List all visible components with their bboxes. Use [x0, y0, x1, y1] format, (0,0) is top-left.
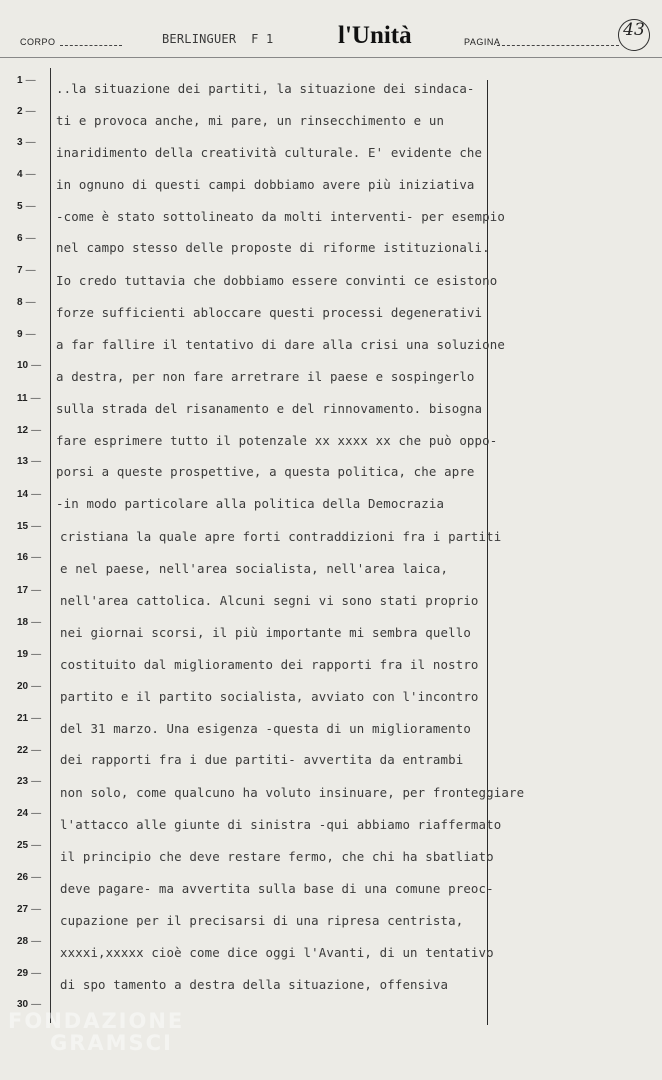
watermark-line-1: FONDAZIONE: [8, 1009, 185, 1033]
typed-line: deve pagare- ma avvertita sulla base di una comune preoc-: [60, 881, 494, 896]
unita-logo: l'Unità: [338, 22, 412, 49]
line-number: 27 —: [17, 904, 42, 915]
typed-line: a destra, per non fare arretrare il paese e sospingerlo: [56, 369, 475, 384]
line-number: 9 —: [17, 329, 36, 340]
typed-line: -in modo particolare alla politica della Democrazia: [56, 496, 445, 511]
line-number: 30 —: [17, 999, 42, 1010]
typed-line: Io credo tuttavia che dobbiamo essere convinti ce esistono: [56, 273, 498, 288]
line-number: 8 —: [17, 297, 36, 308]
page-number: 43: [623, 20, 645, 40]
typed-line: nei giornai scorsi, il più importante mi sembra quello: [60, 625, 471, 640]
line-number: 15 —: [17, 521, 42, 532]
typed-line: porsi a queste prospettive, a questa politica, che apre: [56, 464, 475, 479]
typed-line: di spo tamento a destra della situazione, offensiva: [60, 977, 449, 992]
typed-line: l'attacco alle giunte di sinistra -qui abbiamo riaffermato: [60, 817, 502, 832]
typed-line: xxxxi,xxxxx cioè come dice oggi l'Avanti, di un tentativo: [60, 945, 494, 960]
line-number: 10 —: [17, 360, 42, 371]
line-number: 5 —: [17, 201, 36, 212]
line-number: 24 —: [17, 808, 42, 819]
typed-line: fare esprimere tutto il potenzale xx xxxx xx che può oppo-: [56, 433, 498, 448]
typed-line: non solo, come qualcuno ha voluto insinuare, per fronteggiare: [60, 785, 525, 800]
corpo-field-line: [60, 45, 122, 46]
line-number: 14 —: [17, 489, 42, 500]
typed-line: a far fallire il tentativo di dare alla crisi una soluzione: [56, 337, 505, 352]
typed-line: costituito dal miglioramento dei rapporti fra il nostro: [60, 657, 479, 672]
line-number: 25 —: [17, 840, 42, 851]
typed-line: sulla strada del risanamento e del rinnovamento. bisogna: [56, 401, 483, 416]
typed-line: dei rapporti fra i due partiti- avvertita da entrambi: [60, 752, 464, 767]
typed-line: e nel paese, nell'area socialista, nell'area laica,: [60, 561, 449, 576]
typed-line: -come è stato sottolineato da molti interventi- per esempio: [56, 209, 505, 224]
typed-line: nell'area cattolica. Alcuni segni vi sono stati proprio: [60, 593, 479, 608]
line-number: 4 —: [17, 169, 36, 180]
line-number: 3 —: [17, 137, 36, 148]
line-number: 26 —: [17, 872, 42, 883]
pagina-field-line: [497, 45, 619, 46]
line-number: 11 —: [17, 393, 41, 404]
line-number: 28 —: [17, 936, 42, 947]
line-number: 2 —: [17, 106, 36, 117]
typed-line: nel campo stesso delle proposte di riforme istituzionali.: [56, 240, 490, 255]
typed-line: partito e il partito socialista, avviato con l'incontro: [60, 689, 479, 704]
line-number: 29 —: [17, 968, 42, 979]
pagina-label: PAGINA: [464, 37, 501, 47]
line-number: 17 —: [17, 585, 42, 596]
line-number: 22 —: [17, 745, 42, 756]
line-number: 12 —: [17, 425, 42, 436]
line-number: 20 —: [17, 681, 42, 692]
typed-line: del 31 marzo. Una esigenza -questa di un miglioramento: [60, 721, 471, 736]
header-rule: [0, 57, 662, 58]
fondazione-gramsci-watermark: [8, 1010, 184, 1054]
typed-line: forze sufficienti abloccare questi processi degenerativi: [56, 305, 483, 320]
line-number: 7 —: [17, 265, 36, 276]
left-margin-rule: [50, 68, 51, 1023]
corpo-label: CORPO: [20, 37, 56, 47]
line-number: 13 —: [17, 456, 42, 467]
line-number: 23 —: [17, 776, 42, 787]
line-number: 21 —: [17, 713, 42, 724]
typed-line: inaridimento della creatività culturale. E' evidente che: [56, 145, 483, 160]
typed-line: cristiana la quale apre forti contraddizioni fra i partiti: [60, 529, 502, 544]
typed-line: il principio che deve restare fermo, che chi ha sbatliato: [60, 849, 494, 864]
typed-line: ti e provoca anche, mi pare, un rinsecchimento e un: [56, 113, 445, 128]
typed-line: cupazione per il precisarsi di una ripresa centrista,: [60, 913, 464, 928]
typed-line: in ognuno di questi campi dobbiamo avere più iniziativa: [56, 177, 475, 192]
line-number: 1 —: [17, 75, 36, 86]
line-number: 18 —: [17, 617, 42, 628]
line-number: 19 —: [17, 649, 42, 660]
typed-heading: BERLINGUER F 1: [162, 32, 274, 46]
line-number: 6 —: [17, 233, 36, 244]
typed-line: ..la situazione dei partiti, la situazione dei sindaca-: [56, 81, 475, 96]
watermark-line-2: GRAMSCI: [50, 1031, 173, 1055]
line-number: 16 —: [17, 552, 42, 563]
